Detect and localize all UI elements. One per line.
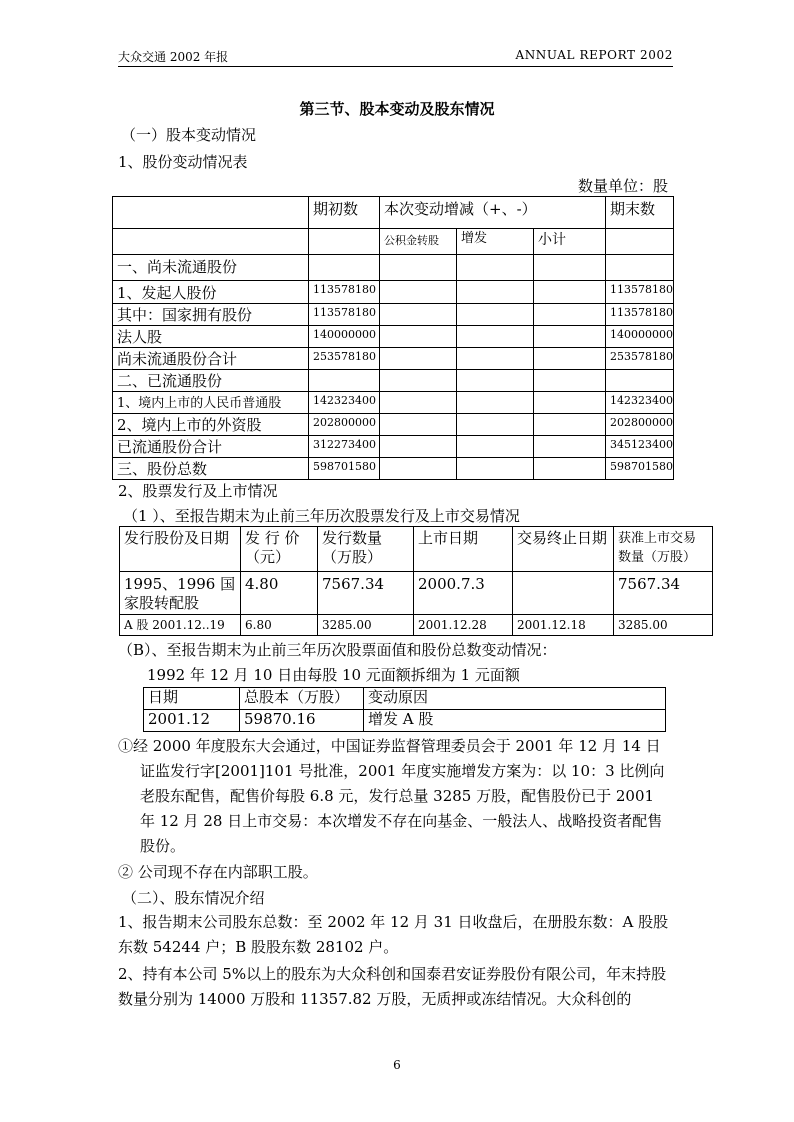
table-row: [113, 255, 674, 281]
table-row: [113, 304, 674, 326]
t1-end-value: [606, 370, 674, 392]
t1-header-end: 期末数: [606, 197, 674, 229]
note-2: ② 公司现不存在内部职工股。: [118, 863, 318, 881]
split-note: 1992 年 12 月 10 日由每股 10 元面额拆细为 1 元面额: [147, 666, 520, 684]
t2-cell: 4.80: [241, 572, 318, 615]
t1-row-label: 1、境内上市的人民币普通股: [113, 392, 309, 414]
t1-end-value: 253578180: [606, 348, 674, 370]
t1-header-subtotal: 小计: [534, 229, 606, 255]
page-header: [118, 46, 673, 67]
t1-end-value: 113578180: [606, 304, 674, 326]
t2-cell: [513, 572, 614, 615]
t2-cell: 1995、1996 国家股转配股: [120, 572, 241, 615]
t2-header-approved: 获准上市交易数量（万股）: [614, 527, 713, 572]
t1-begin-value: 312273400: [309, 436, 380, 458]
t1-corner: [113, 197, 309, 229]
t1-header-issue: 增发: [457, 229, 534, 255]
t1-cell: [309, 229, 380, 255]
heading-share-table: 1、股份变动情况表: [118, 153, 248, 171]
unit-label: 数量单位：股: [578, 177, 669, 195]
table-row: [120, 572, 713, 615]
t2-header-listing-date: 上市日期: [414, 527, 513, 572]
heading-issue-listing: 2、股票发行及上市情况: [118, 482, 278, 500]
heading-issue-history: （1 ）、至报告期末为止前三年历次股票发行及上市交易情况: [123, 507, 520, 525]
t2-header-issue: 发行股份及日期: [120, 527, 241, 572]
t1-begin-value: [309, 255, 380, 281]
table-row: [120, 615, 713, 636]
table-row: [113, 370, 674, 392]
t1-cell: [606, 229, 674, 255]
t3-header-total: 总股本（万股）: [240, 688, 364, 710]
t2-cell: 7567.34: [614, 572, 713, 615]
t1-begin-value: [309, 370, 380, 392]
t3-cell: 增发 A 股: [364, 710, 666, 732]
heading-face-value: （B）、至报告期末为止前三年历次股票面值和股份总数变动情况：: [118, 641, 557, 659]
t1-header-change: 本次变动增减（+、-）: [380, 197, 606, 229]
t1-end-value: 598701580: [606, 458, 674, 480]
t2-cell: 2001.12.18: [513, 615, 614, 636]
t1-row-label: 尚未流通股份合计: [113, 348, 309, 370]
t1-end-value: 345123400: [606, 436, 674, 458]
table-row: [144, 688, 666, 710]
note-1: [118, 734, 673, 859]
t1-row-label: 三、股份总数: [113, 458, 309, 480]
table-row: [113, 458, 674, 480]
t1-row-label: 二、已流通股份: [113, 370, 309, 392]
table-row: [113, 326, 674, 348]
subsection-shareholders: （二）、股东情况介绍: [122, 889, 265, 907]
paragraph-shareholder-count: 1、报告期末公司股东总数：至 2002 年 12 月 31 日收盘后，在册股东数：A 股股东数 54244 户；B 股股东数 28102 户。: [118, 913, 669, 956]
table-row: [113, 392, 674, 414]
t1-header-reserve: 公积金转股: [380, 229, 457, 255]
t2-cell: 3285.00: [318, 615, 414, 636]
t1-end-value: [606, 255, 674, 281]
t1-row-label: 1、发起人股份: [113, 281, 309, 304]
page-number: 6: [393, 1058, 401, 1072]
t1-begin-value: 113578180: [309, 304, 380, 326]
t2-header-end-date: 交易终止日期: [513, 527, 614, 572]
subsection-share-change: （一）股本变动情况: [121, 126, 257, 144]
share-change-table: [112, 196, 674, 480]
table-row: [113, 436, 674, 458]
t1-end-value: 140000000: [606, 326, 674, 348]
t2-cell: 6.80: [241, 615, 318, 636]
t1-header-begin: 期初数: [309, 197, 380, 229]
t2-header-amount: 发行数量（万股）: [318, 527, 414, 572]
t1-begin-value: 598701580: [309, 458, 380, 480]
t2-cell: 3285.00: [614, 615, 713, 636]
table-row: [113, 281, 674, 304]
t2-cell: A 股 2001.12..19: [120, 615, 241, 636]
table-row: [113, 348, 674, 370]
t2-cell: 2001.12.28: [414, 615, 513, 636]
section-title: 第三节、股本变动及股东情况: [299, 100, 495, 118]
t1-begin-value: 253578180: [309, 348, 380, 370]
t1-row-label: 2、境内上市的外资股: [113, 414, 309, 436]
table-row: [113, 414, 674, 436]
t1-end-value: 113578180: [606, 281, 674, 304]
issue-history-table: [119, 526, 713, 636]
t1-end-value: 202800000: [606, 414, 674, 436]
table-row: [120, 527, 713, 572]
share-total-table: [143, 687, 666, 732]
t1-end-value: 142323400: [606, 392, 674, 414]
t3-header-reason: 变动原因: [364, 688, 666, 710]
t3-header-date: 日期: [144, 688, 240, 710]
t1-begin-value: 113578180: [309, 281, 380, 304]
t2-cell: 7567.34: [318, 572, 414, 615]
table-row: [144, 710, 666, 732]
header-right: ANNUAL REPORT 2002: [515, 48, 673, 62]
t1-row-label: 已流通股份合计: [113, 436, 309, 458]
t3-cell: 59870.16: [240, 710, 364, 732]
t1-row-label: 法人股: [113, 326, 309, 348]
t1-begin-value: 142323400: [309, 392, 380, 414]
note-1-text: ①经 2000 年度股东大会通过，中国证券监督管理委员会于 2001 年 12 月 14 日证监发行字[2001]101 号批准，2001 年度实施增发方案为：以 10：3 比例向老股东配售，配售价每股 6.8 元，发行总量 3285 万股，配售股份已于 2001 年 12 月 28 日上市交易：本次增发不存在向基金、一般法人、战略投资者配售股份。: [118, 737, 665, 855]
t1-begin-value: 202800000: [309, 414, 380, 436]
t1-row-label: 一、尚未流通股份: [113, 255, 309, 281]
t2-cell: 2000.7.3: [414, 572, 513, 615]
header-left: 大众交通 2002 年报: [118, 50, 229, 64]
t1-begin-value: 140000000: [309, 326, 380, 348]
t2-header-price: 发 行 价（元）: [241, 527, 318, 572]
paragraph-major-shareholders: 2、持有本公司 5%以上的股东为大众科创和国泰君安证券股份有限公司，年末持股数量分别为 14000 万股和 11357.82 万股，无质押或冻结情况。大众科创的: [118, 965, 667, 1008]
t3-cell: 2001.12: [144, 710, 240, 732]
t1-row-label: 其中：国家拥有股份: [113, 304, 309, 326]
t1-cell: [113, 229, 309, 255]
